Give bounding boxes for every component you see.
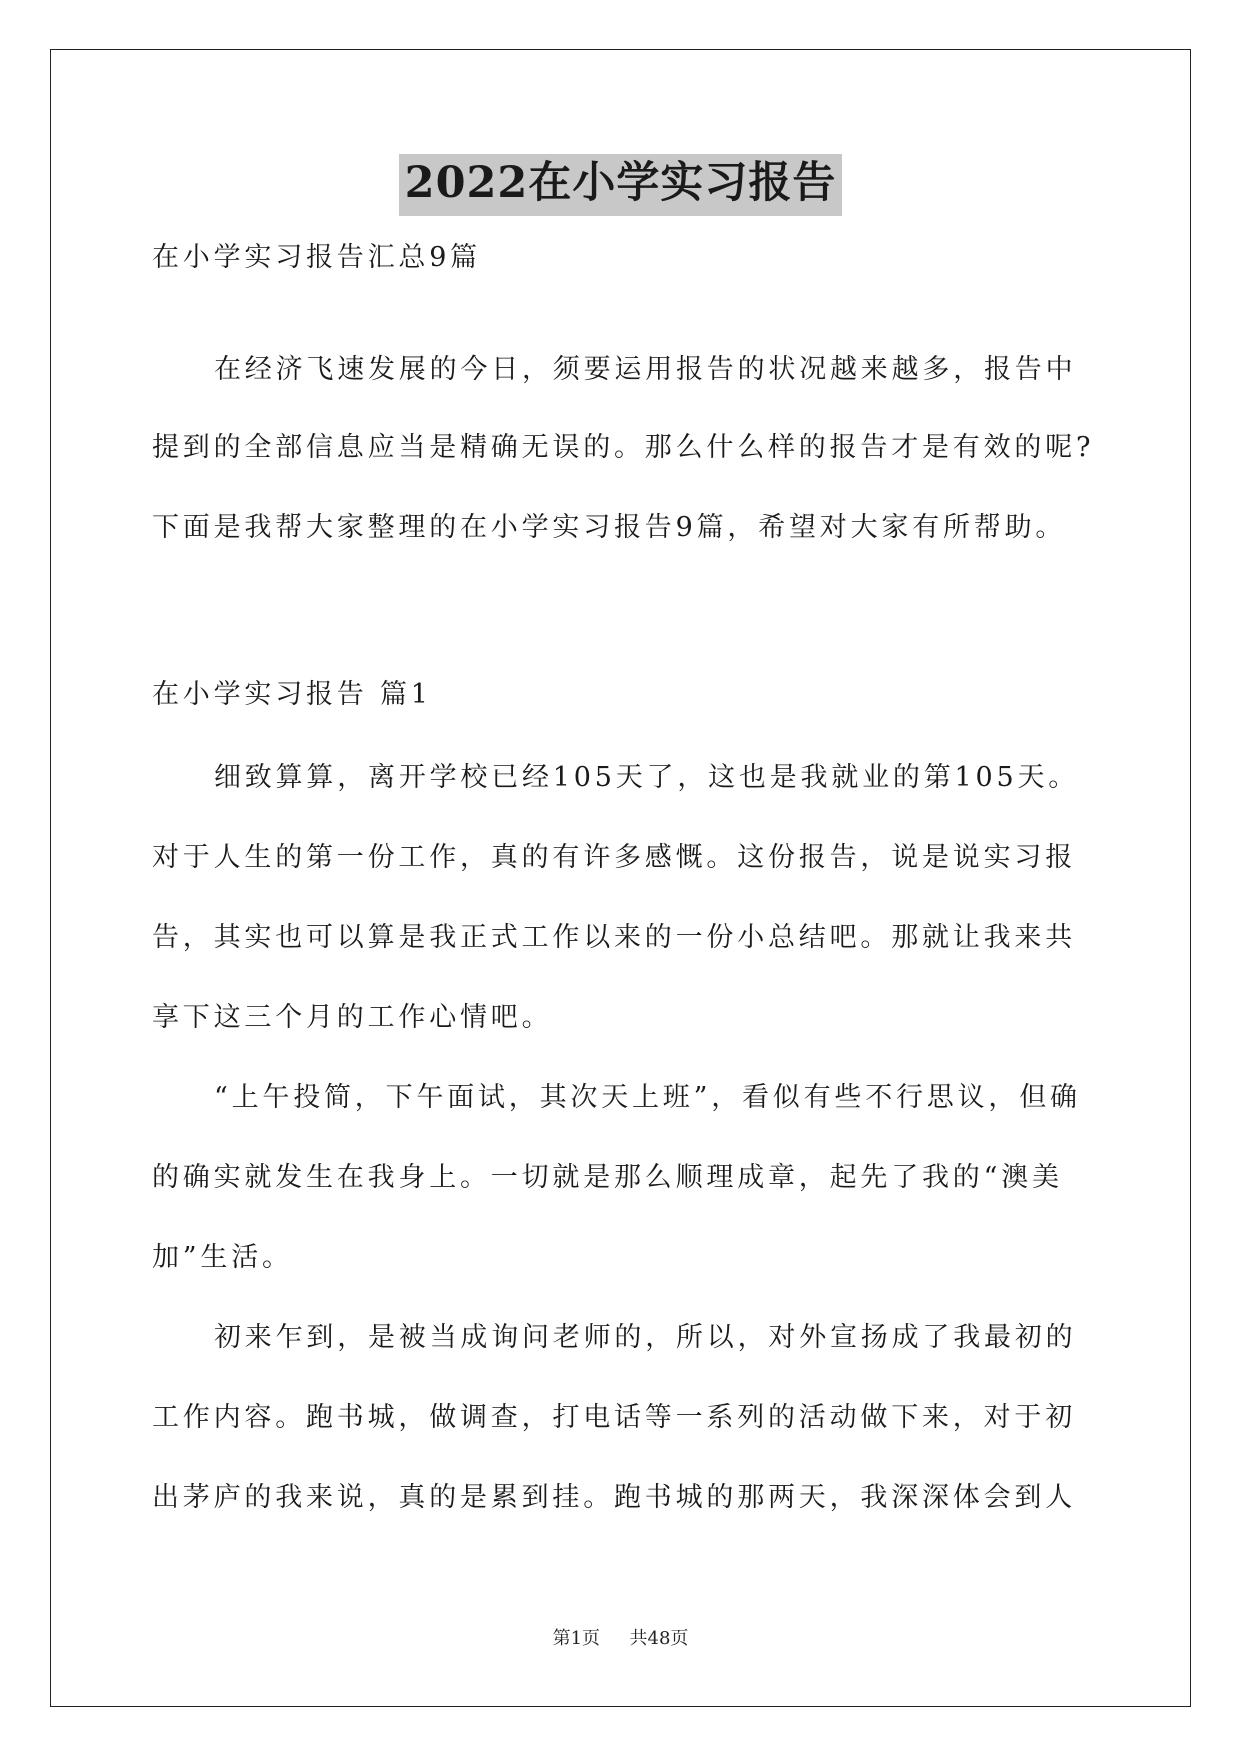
page-border <box>50 49 1191 1707</box>
body-line: “上午投简，下午面试，其次天上班”，看似有些不行思议，但确 <box>214 1082 1081 1113</box>
body-line: 初来乍到，是被当成询问老师的，所以，对外宣扬成了我最初的 <box>214 1322 1077 1353</box>
body-line: 对于人生的第一份工作，真的有许多感慨。这份报告，说是说实习报 <box>152 842 1076 873</box>
body-line: 细致算算，离开学校已经105天了，这也是我就业的第105天。 <box>214 762 1080 793</box>
page-number: 第1页 <box>552 1628 601 1649</box>
intro-line: 在经济飞速发展的今日，须要运用报告的状况越来越多，报告中 <box>214 354 1077 385</box>
body-line: 工作内容。跑书城，做调查，打电话等一系列的活动做下来，对于初 <box>152 1402 1076 1433</box>
section-heading: 在小学实习报告 篇1 <box>152 679 432 710</box>
page-footer <box>0 1624 1241 1650</box>
body-line: 享下这三个月的工作心情吧。 <box>152 1002 553 1033</box>
title-container <box>0 154 1241 216</box>
page-total: 共48页 <box>629 1628 689 1649</box>
intro-line: 下面是我帮大家整理的在小学实习报告9篇，希望对大家有所帮助。 <box>152 512 1067 543</box>
intro-line: 提到的全部信息应当是精确无误的。那么什么样的报告才是有效的呢? <box>152 432 1095 463</box>
document-subtitle: 在小学实习报告汇总9篇 <box>152 242 481 273</box>
document-title: 2022在小学实习报告 <box>399 154 843 216</box>
body-line: 告，其实也可以算是我正式工作以来的一份小总结吧。那就让我来共 <box>152 922 1076 953</box>
body-line: 加”生活。 <box>152 1242 293 1273</box>
body-line: 出茅庐的我来说，真的是累到挂。跑书城的那两天，我深深体会到人 <box>152 1482 1076 1513</box>
body-line: 的确实就发生在我身上。一切就是那么顺理成章，起先了我的“澳美 <box>152 1162 1063 1193</box>
